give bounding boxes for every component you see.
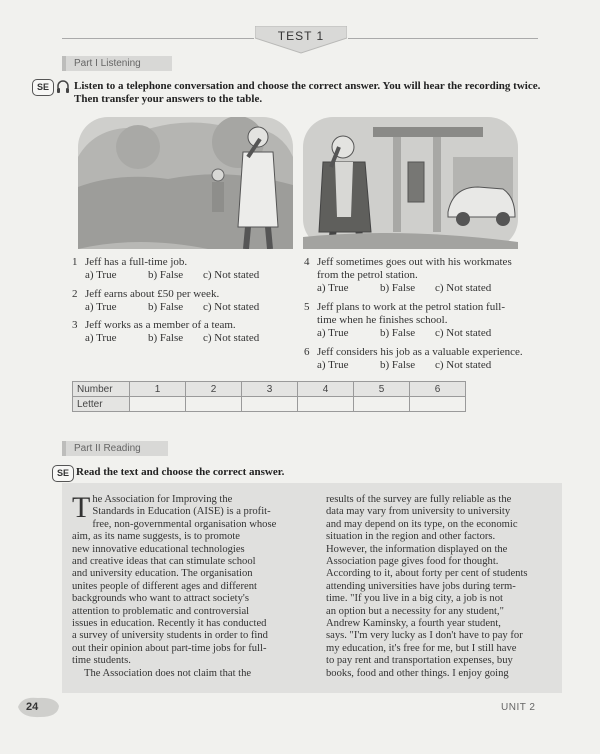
part1-instruction [74,80,554,106]
question-4-text: Jeff sometimes goes out with his workmates [317,256,512,268]
reading-right-line: results of the survey are fully reliable as the [326,494,512,505]
question-1-option-c[interactable]: c) Not stated [203,269,260,281]
reading-left-line: Standards in Education (AISE) is a profit- [92,506,271,518]
question-1-number: 1 [72,256,78,268]
answer-table-letter-label: Letter [73,397,130,412]
answer-table [72,381,466,412]
question-1 [72,256,292,269]
reading-left-line: he Association for Improving the [92,494,233,505]
reading-right-line: situation in the region and other factors. [326,531,496,543]
part1-instruction-line1: Listen to a telephone conversation and choose the correct answer. You will hear the recording twice. [74,80,541,92]
part1-tab: Part I Listening [62,56,172,71]
answer-table-number-6: 6 [410,382,466,397]
reading-left-line: time students. [72,655,131,667]
reading-right-line: my education, it's free for me, but I still have [326,642,517,654]
answer-table-number-label: Number [73,382,130,397]
reading-left-line: unites people of different ages and different [72,580,257,592]
reading-right-line: data may vary from university to university [326,506,511,518]
answer-table-letter-row [73,397,466,412]
question-5-option-b[interactable]: b) False [380,327,416,339]
question-4-option-a[interactable]: a) True [317,282,349,294]
question-5-option-a[interactable]: a) True [317,327,349,339]
answer-cell-6[interactable] [410,397,466,412]
answer-table-number-row [73,382,466,397]
reading-left-line: and university education. The organisation [72,568,253,580]
reading-left-line: and creative ideas that can stimulate school [72,556,256,568]
part2-instruction: Read the text and choose the correct answer. [76,466,285,478]
reading-right-column [326,494,556,680]
question-4-option-c[interactable]: c) Not stated [435,282,492,294]
test-banner [255,26,347,54]
reading-right-line: Andrew Kaminsky, a fourth year student, [326,618,501,630]
question-3-option-c[interactable]: c) Not stated [203,332,260,344]
reading-left-line: The Association does not claim that the [84,667,252,679]
question-6 [304,346,544,359]
reading-right-line: attending universities have jobs during term- [326,580,516,592]
question-1-option-b[interactable]: b) False [148,269,184,281]
question-6-text: Jeff considers his job as a valuable experience. [317,346,523,358]
reading-left-line: aim, as its name suggests, is to promote [72,531,241,543]
question-6-number: 6 [304,346,310,358]
answer-table-number-3: 3 [242,382,298,397]
header-rule-right [348,38,538,39]
headphones-icon [56,79,70,95]
reading-left-line: out their opinion about part-time jobs for full- [72,642,267,654]
part1-se-badge: SE [32,79,54,96]
reading-right-line: According to it, about forty per cent of students [326,568,528,580]
question-5-number: 5 [304,301,310,313]
question-2-option-c[interactable]: c) Not stated [203,301,260,313]
reading-left-line: issues in education. Recently it has conducted [72,618,267,630]
question-4-number: 4 [304,256,310,268]
question-3-option-a[interactable]: a) True [85,332,117,344]
reading-right-line: books, food and other things. I enjoy going [326,667,509,679]
reading-right-line: However, the information displayed on the [326,543,508,555]
question-2 [72,288,292,301]
question-5-text-cont: time when he finishes school. [317,314,448,326]
question-5-text: Jeff plans to work at the petrol station full- [317,301,505,313]
reading-left-line: free, non-governmental organisation whose [92,518,277,530]
reading-right-line: time. "If you live in a big city, a job is not [326,593,503,605]
header-rule-left [62,38,254,39]
part2-tab: Part II Reading [62,441,168,456]
reading-left-line: a survey of university students in order to find [72,630,268,642]
answer-cell-2[interactable] [186,397,242,412]
illustration-petrol-station [303,117,518,249]
question-3-text: Jeff works as a member of a team. [85,319,236,331]
test-title: TEST 1 [277,29,325,43]
reading-dropcap: T [72,491,91,524]
reading-right-line: to pay rent and transportation expenses, buy [326,655,513,667]
answer-cell-5[interactable] [354,397,410,412]
answer-table-number-2: 2 [186,382,242,397]
answer-cell-1[interactable] [130,397,186,412]
question-2-option-b[interactable]: b) False [148,301,184,313]
question-6-option-b[interactable]: b) False [380,359,416,371]
part2-se-badge: SE [52,465,74,482]
reading-right-line: says. "I'm very lucky as I don't have to pay for [326,630,523,642]
question-4 [304,256,544,282]
illustration-street-phone-call [78,117,293,249]
part1-instruction-line2: Then transfer your answers to the table. [74,93,263,105]
question-1-option-a[interactable]: a) True [85,269,117,281]
question-2-text: Jeff earns about £50 per week. [85,288,220,300]
question-6-option-a[interactable]: a) True [317,359,349,371]
question-2-number: 2 [72,288,78,300]
answer-cell-3[interactable] [242,397,298,412]
question-3-number: 3 [72,319,78,331]
question-1-text: Jeff has a full-time job. [85,256,188,268]
question-6-option-c[interactable]: c) Not stated [435,359,492,371]
answer-cell-4[interactable] [298,397,354,412]
question-5 [304,301,544,327]
reading-left-line: backgrounds who want to attract society's [72,593,249,605]
question-2-option-a[interactable]: a) True [85,301,117,313]
question-3-option-b[interactable]: b) False [148,332,184,344]
reading-left-line: attention to problematic and controversial [72,605,250,617]
answer-table-number-5: 5 [354,382,410,397]
question-5-option-c[interactable]: c) Not stated [435,327,492,339]
reading-right-line: Association page gives food for thought. [326,556,499,568]
reading-left-line: new innovative educational technologies [72,543,245,555]
unit-label: UNIT 2 [501,702,536,713]
question-3 [72,319,292,332]
page-number: 24 [26,701,39,713]
question-4-option-b[interactable]: b) False [380,282,416,294]
question-4-text-cont: from the petrol station. [317,269,418,281]
reading-right-line: an option but a necessity for any student," [326,605,504,617]
reading-right-line: and may depend on its type, on the economic [326,518,518,530]
reading-left-column [72,491,288,680]
answer-table-number-4: 4 [298,382,354,397]
answer-table-number-1: 1 [130,382,186,397]
